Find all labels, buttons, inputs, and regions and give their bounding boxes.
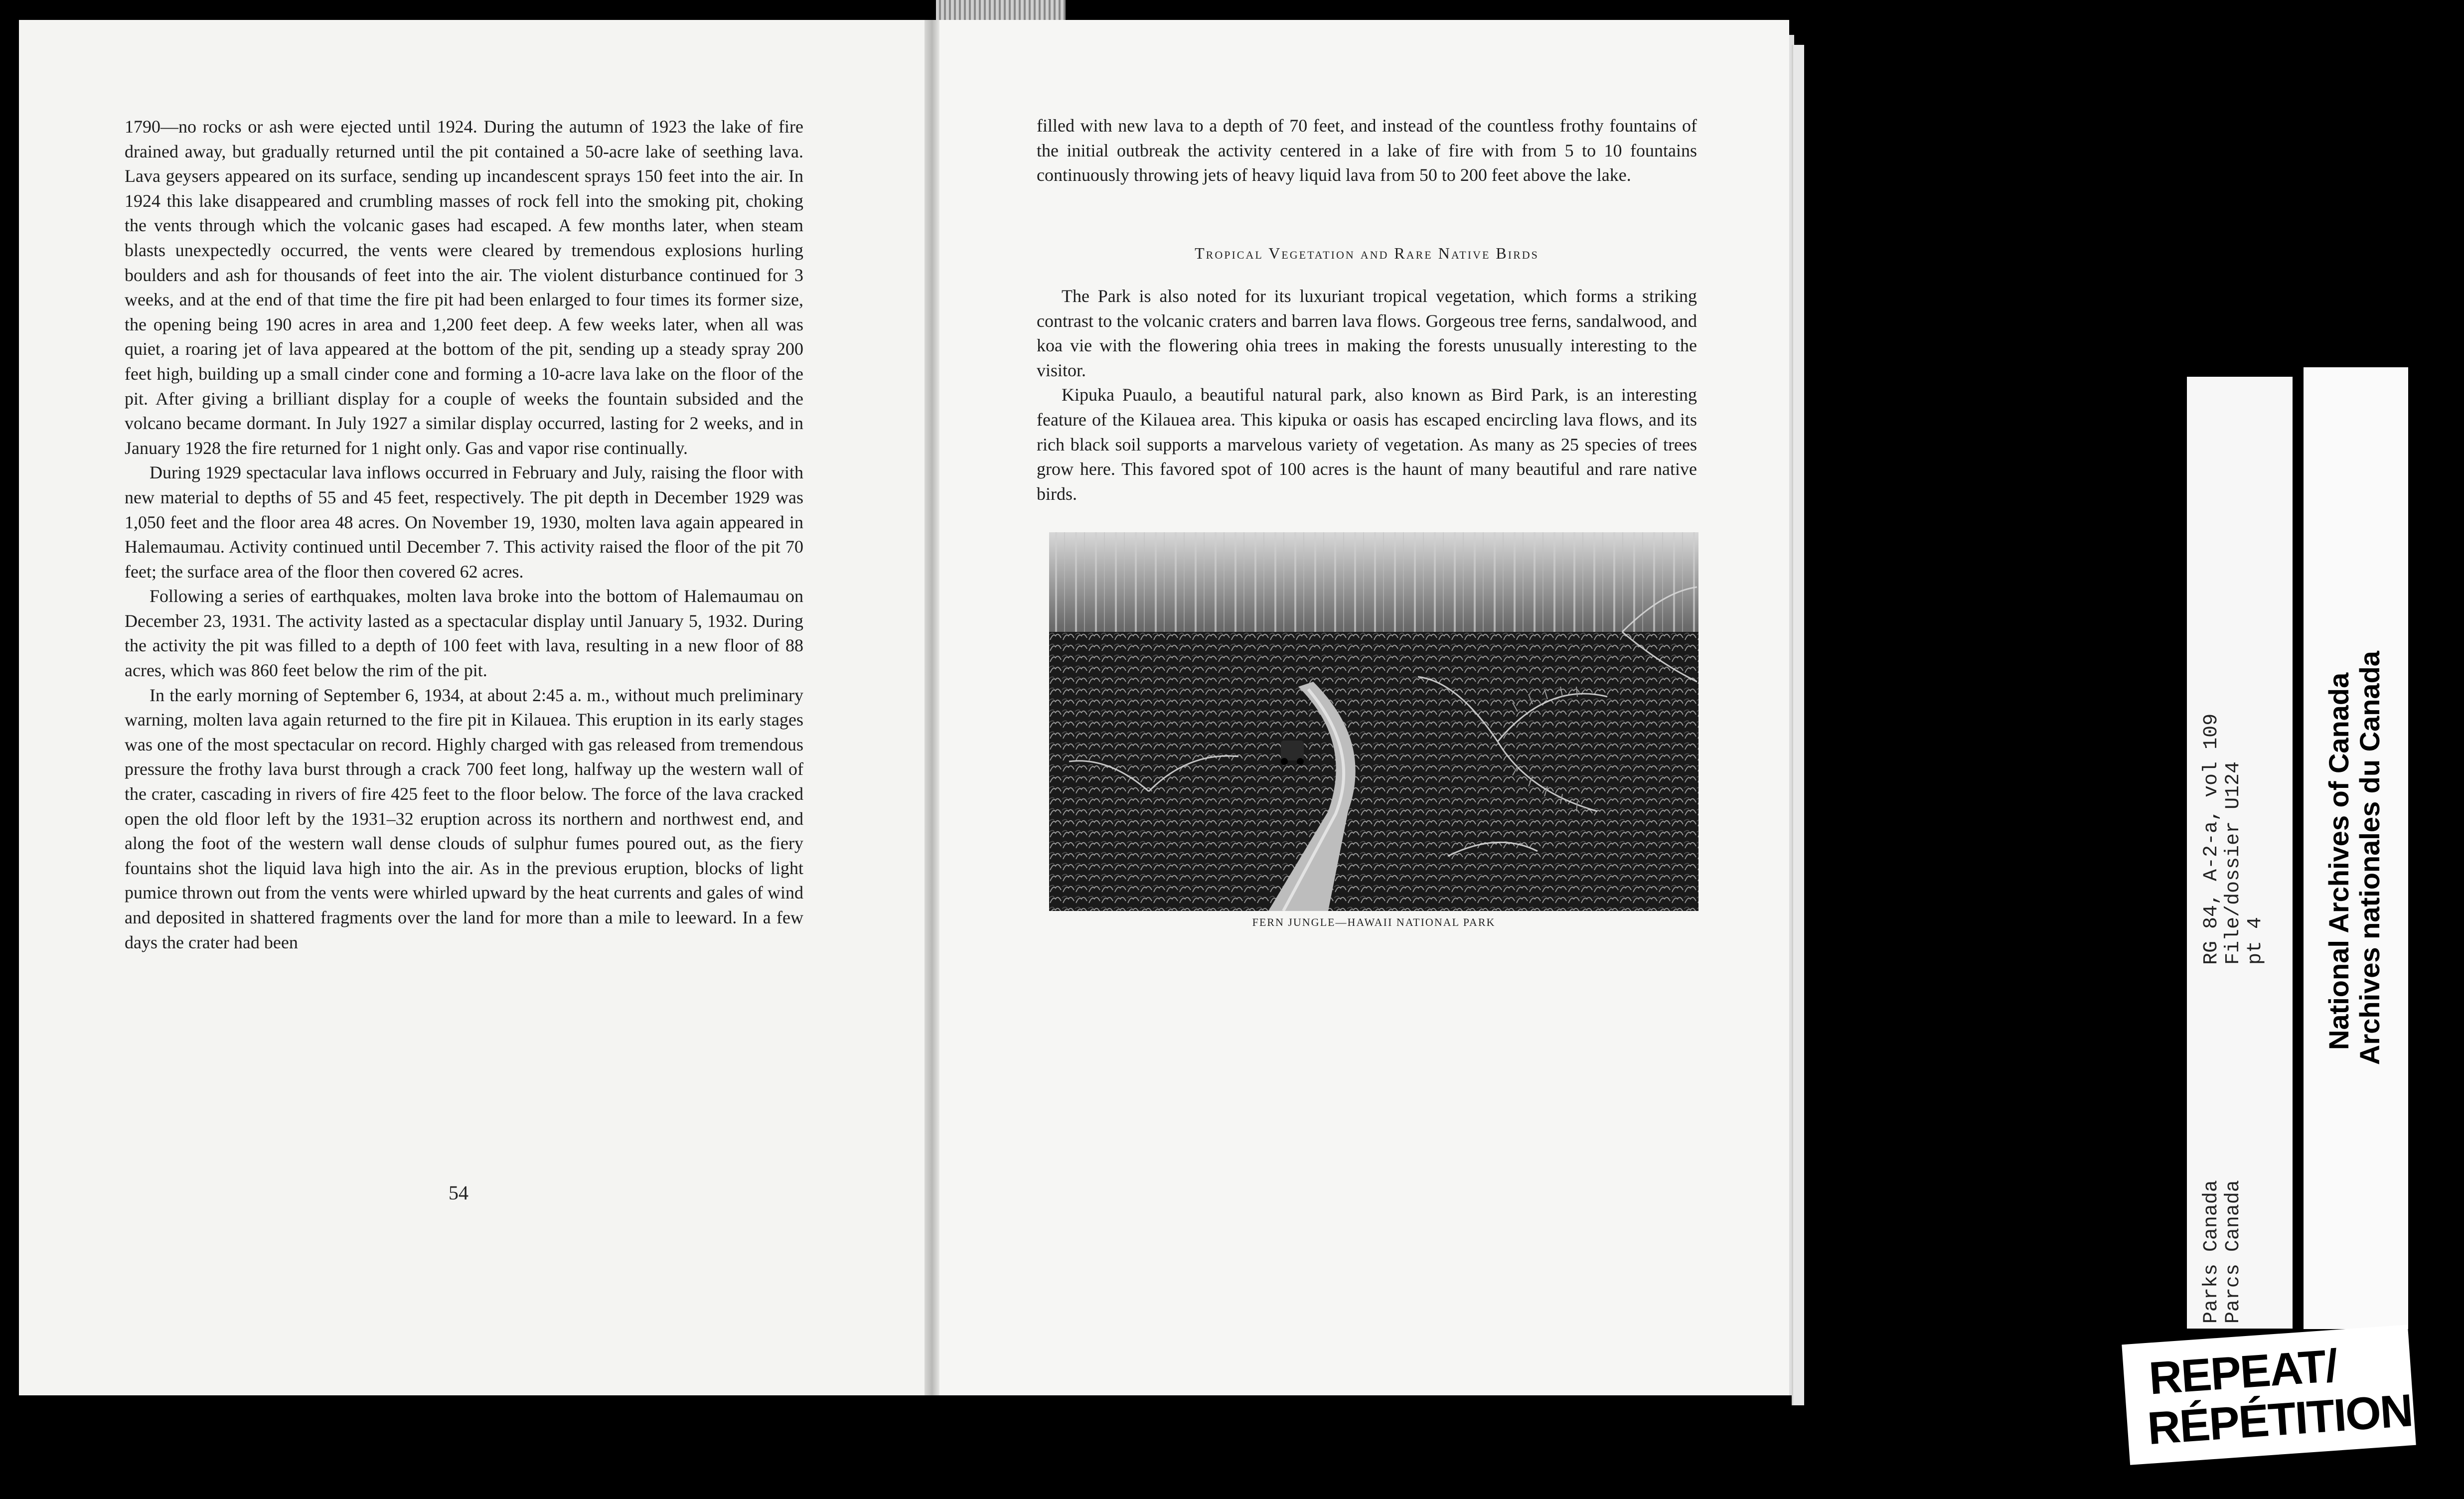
repeat-label <box>2122 1325 2416 1465</box>
book-gutter <box>924 20 939 1395</box>
archives-name-fr: Archives nationales du Canada <box>2354 651 2385 1065</box>
repeat-label-line: RÉPÉTITION <box>2146 1385 2414 1455</box>
left-paragraph: During 1929 spectacular lava inflows occurred in February and July, raising the floor with new material to depths of 55 and 45 feet, respectively. The pit depth in December 1929 was 1,050 feet and the floor area 48 acres. On November 19, 1930, molten lava again appeared in Halemaumau. Activity continued until December 7. This activity raised the floor of the pit 70 feet; the surface area of the floor then covered 62 acres. <box>125 462 803 582</box>
right-page-continuation <box>1037 114 1697 188</box>
right-page-body <box>1037 284 1697 506</box>
archives-name-en: National Archives of Canada <box>2323 672 2354 1050</box>
right-paragraph: Kipuka Puaulo, a beautiful natural park, also known as Bird Park, is an interesting feature of the Kilauea area. This kipuka or oasis has escaped encircling lava flows, and its rich black soil supports a marvelous variety of vegetation. As many as 25 species of trees grow here. This favored spot of 100 acres is the haunt of many beautiful and rare native birds. <box>1037 385 1697 504</box>
right-paragraph: The Park is also noted for its luxuriant tropical vegetation, which forms a striking contrast to the volcanic craters and barren lava flows. Gorgeous tree ferns, sandalwood, and koa vie with the flowering ohia trees in making the forests unusually interesting to the visitor. <box>1037 286 1697 380</box>
page-stack-edge <box>1792 45 1804 1405</box>
national-archives-label <box>2304 367 2408 1329</box>
archive-reference-line: File/dossier U124 <box>2222 761 2245 965</box>
agency-name-fr: Parcs Canada <box>2222 1180 2245 1324</box>
archive-reference-line: pt 4 <box>2244 916 2267 965</box>
photo-caption: FERN JUNGLE—HAWAII NATIONAL PARK <box>1252 916 1496 928</box>
left-page-body <box>125 115 803 955</box>
archive-reference-line: RG 84, A-2-a, vol 109 <box>2200 713 2223 965</box>
section-heading: Tropical Vegetation and Rare Native Birds <box>1195 244 1539 262</box>
left-paragraph: 1790—no rocks or ash were ejected until 1924. During the autumn of 1923 the lake of fire drained away, but gradually returned until the pit contained a 50-acre lake of seething lava. Lava geysers appeared on its surface, sending up incandescent sprays 150 feet into the air. In 1924 this lake disappeared and crumbling masses of rock fell into the smoking pit, choking the vents through which the volcanic gases had escaped. A few months later, when steam blasts unexpectedly occurred, the vents were cleared by tremendous explosions hurling boulders and ash for thousands of feet into the air. The violent disturbance continued for 3 weeks, and at the end of that time the fire pit had been enlarged to four times its former size, the opening being 190 acres in area and 1,200 feet deep. A few weeks later, when all was quiet, a roaring jet of lava appeared at the bottom of the pit, sending up a steady spray 200 feet high, building up a small cinder cone and forming a 10-acre lava lake on the floor of the pit. After giving a brilliant display for a couple of weeks the fountain subsided and the volcano became dormant. In July 1927 a similar display occurred, lasting for 2 weeks, and in January 1928 the fire returned for 1 night only. Gas and vapor rise continually. <box>125 117 803 458</box>
left-paragraph: Following a series of earthquakes, molten lava broke into the bottom of Halemaumau on December 23, 1931. The activity lasted as a spectacular display until January 5, 1932. During the activity the pit was filled to a depth of 100 feet with lava, resulting in a new floor of 88 acres, which was 860 feet below the rim of the pit. <box>125 586 803 681</box>
left-paragraph: In the early morning of September 6, 1934, at about 2:45 a. m., without much preliminary warning, molten lava again returned to the fire pit in Kilauea. This eruption in its early stages was one of the most spectacular on record. Highly charged with gas released from tremendous pressure the frothy lava burst through a crack 700 feet long, halfway up the western wall of the crater, cascading in rivers of fire 425 feet to the floor below. The force of the lava cracked open the old floor left by the 1931–32 eruption across its northern and northwest end, and along the foot of the western wall dense clouds of sulphur fumes poured out, as the fiery fountains shot the liquid lava high into the air. As in the previous eruption, blocks of light pumice thrown out from the vents were whirled upward by the heat currents and gales of wind and deposited in shattered fragments over the land for more than a mile to leeward. In a few days the crater had been <box>125 685 803 952</box>
page-number: 54 <box>449 1182 468 1204</box>
repeat-label-line: REPEAT/ <box>2147 1340 2339 1404</box>
fern-jungle-photo <box>1049 532 1698 911</box>
agency-name-en: Parks Canada <box>2200 1180 2223 1324</box>
archive-reference-label <box>2187 377 2293 1329</box>
right-paragraph: filled with new lava to a depth of 70 feet, and instead of the countless frothy fountains of the initial outbreak the activity centered in a lake of fire with from 5 to 10 fountains continuously throwing jets of heavy liquid lava from 50 to 200 feet above the lake. <box>1037 116 1697 185</box>
